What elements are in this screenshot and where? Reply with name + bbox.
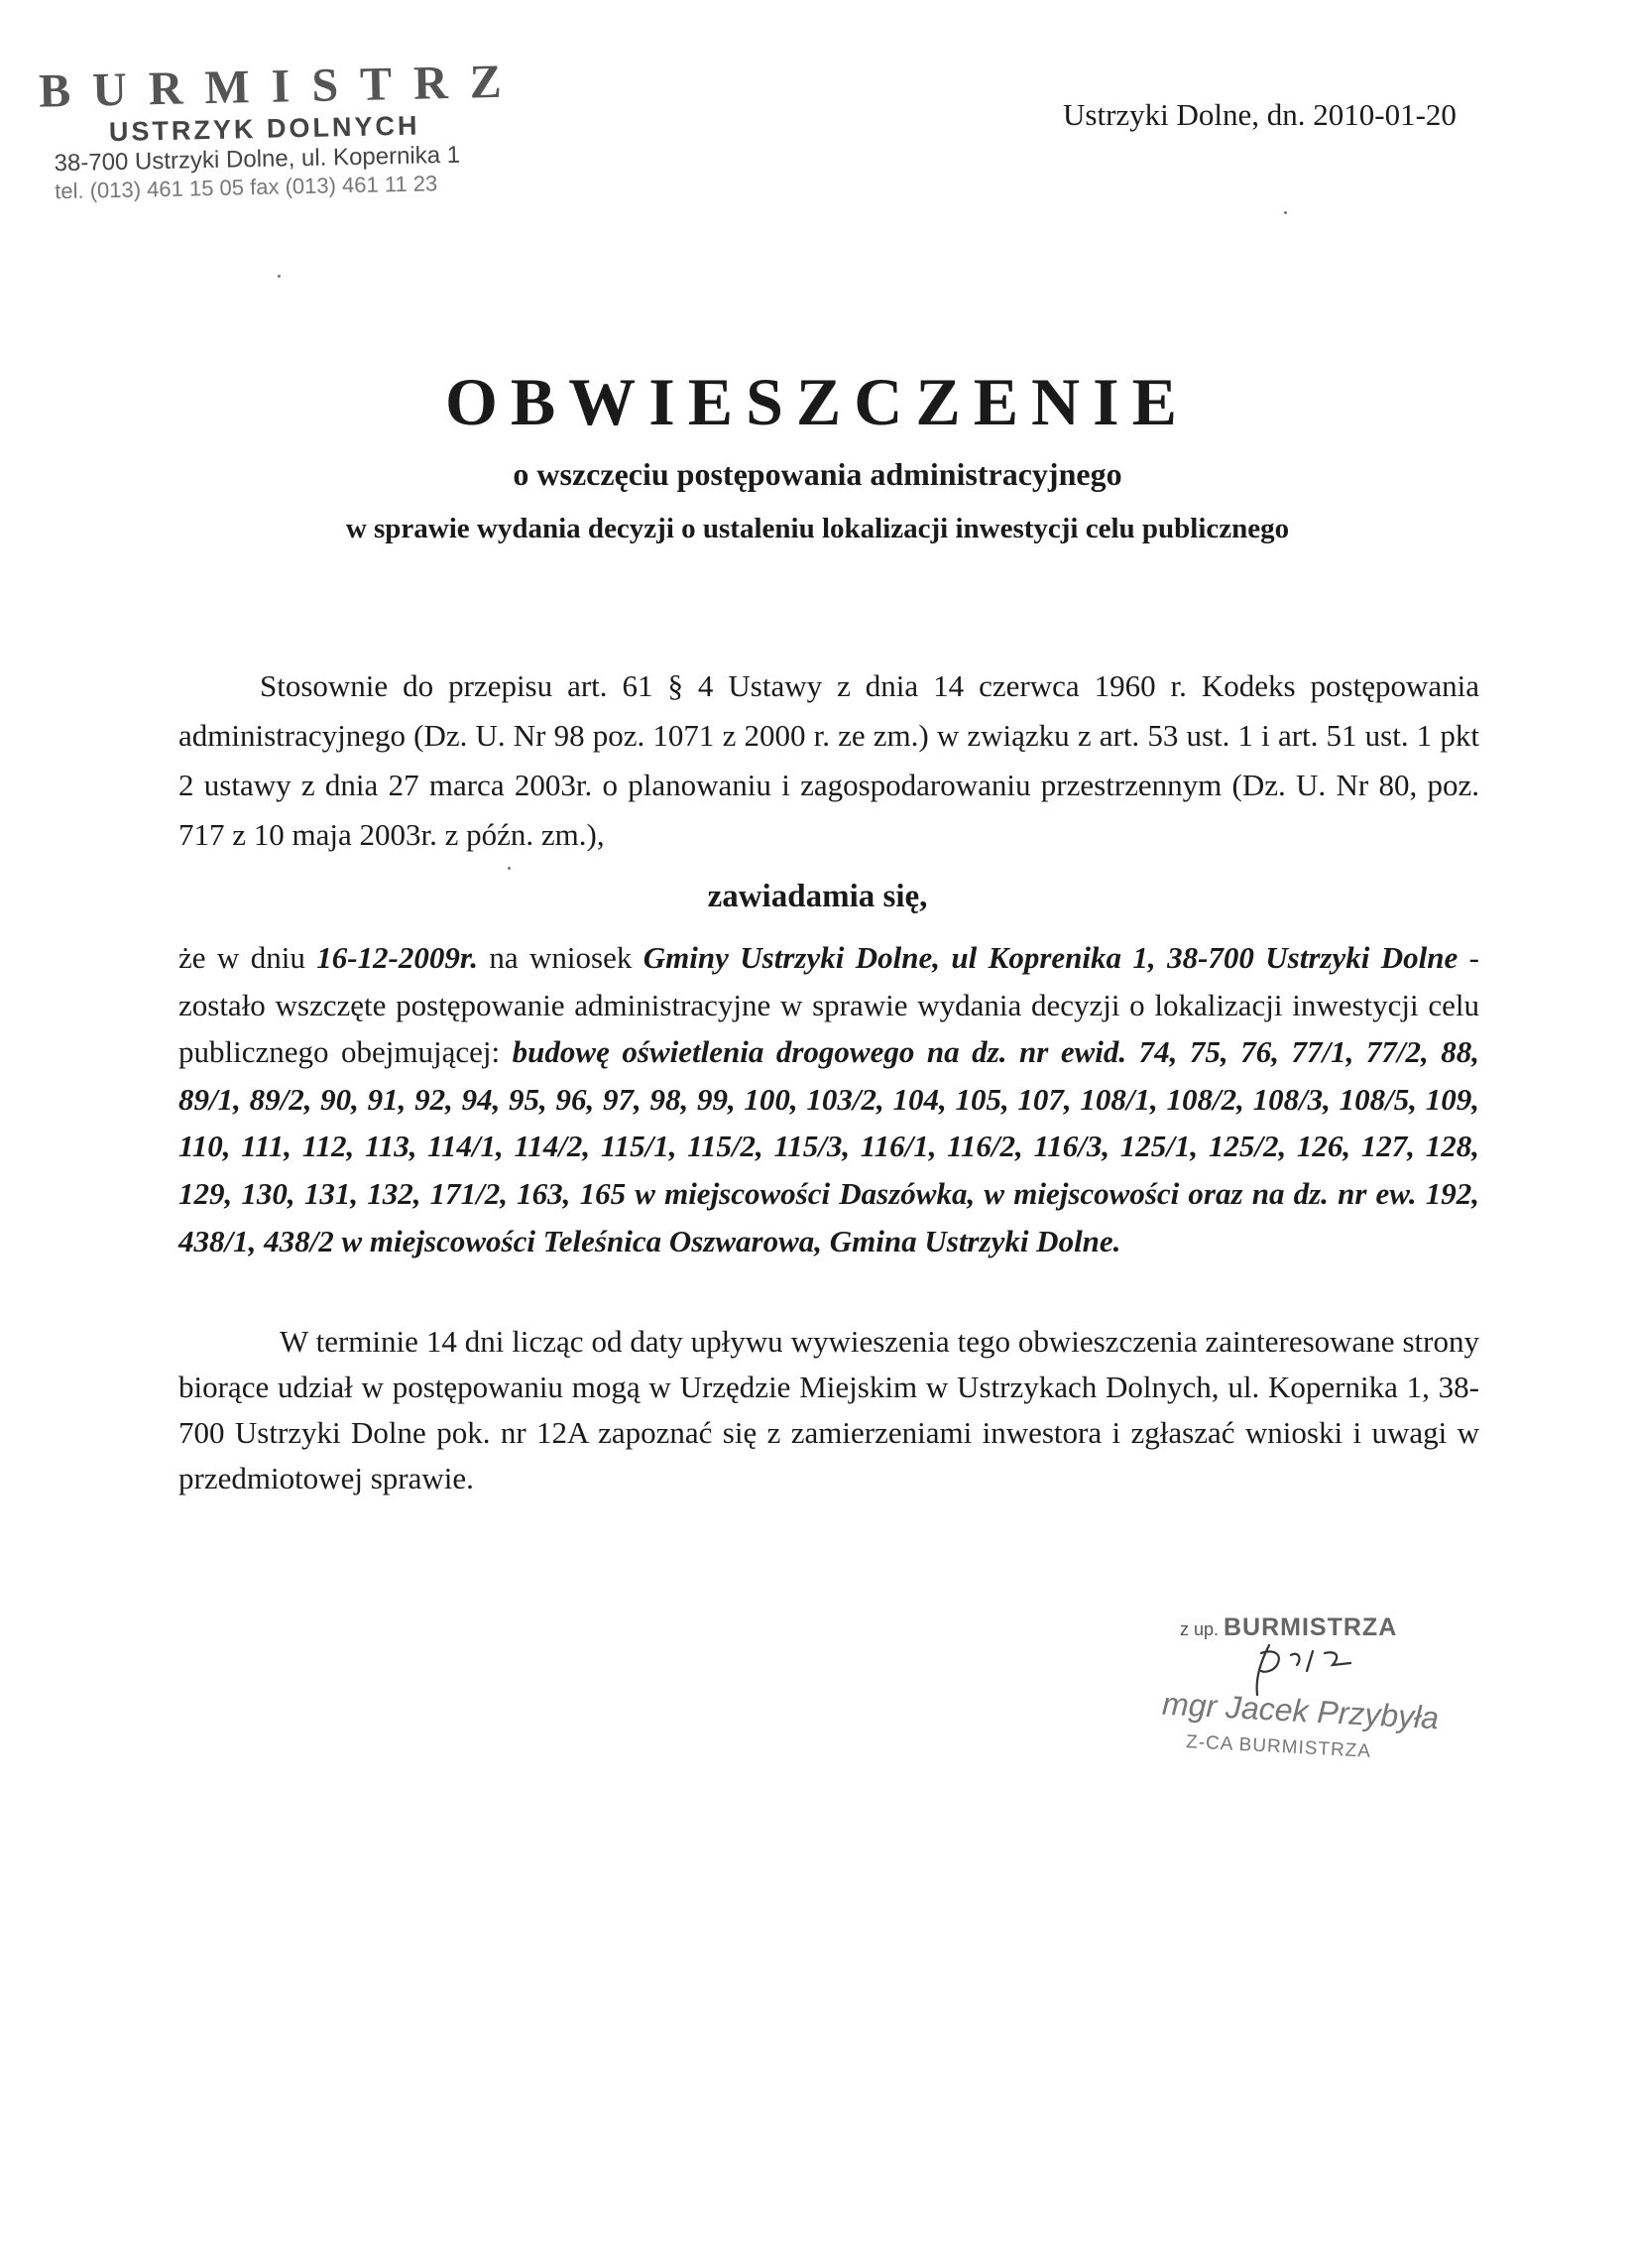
- para2-text-1: że w dniu: [178, 940, 317, 975]
- office-stamp: [38, 55, 525, 204]
- scan-speck: [1284, 211, 1287, 214]
- stamp-phone: tel. (013) 461 15 05 fax (013) 461 11 23: [54, 171, 438, 204]
- scan-speck: [278, 275, 281, 278]
- stamp-address: 38-700 Ustrzyki Dolne, ul. Kopernika 1: [54, 141, 461, 178]
- notification-heading: zawiadamia się,: [707, 879, 928, 914]
- deadline-paragraph: W terminie 14 dni licząc od daty upływu wywieszenia tego obwieszczenia zainteresowane strony biorące udział w postępowaniu mogą w Urzędzie Miejskim w Ustrzykach Dolnych, ul. Kopernika 1, 38-700 Ustrzyki Dolne pok. nr 12A zapoznać się z zamierzeniami inwestora i zgłaszać wnioski i uwagi w przedmiotowej sprawie.: [178, 1324, 1479, 1495]
- document-subtitle: o wszczęciu postępowania administracyjnego: [513, 456, 1122, 492]
- signature-stamp: [1162, 1611, 1479, 1770]
- para2-text-3: - zostało wszczęte postępowanie administracyjne w sprawie wydania decyzji o lokalizacji inwestycji celu publicznego obejmującej:: [178, 940, 1479, 1070]
- document-subject: w sprawie wydania decyzji o ustaleniu lokalizacji inwestycji celu publicznego: [345, 513, 1290, 544]
- scan-speck: [508, 867, 511, 870]
- applicant: Gminy Ustrzyki Dolne, ul Koprenika 1, 38-700 Ustrzyki Dolne: [642, 940, 1459, 975]
- investment-scope: budowę oświetlenia drogowego na dz. nr ewid. 74, 75, 76, 77/1, 77/2, 88, 89/1, 89/2, 90, 91, 92, 94, 95, 96, 97, 98, 99, 100, 103/2, 104, 105, 107, 108/1, 108/2, 108/3, 108/5, 109, 110, 111, 112, 113, 114/1, 114/2, 115/1, 115/2, 115/3, 116/1, 116/2, 116/3, 125/1, 125/2, 126, 127, 128, 129, 130, 131, 132, 171/2, 163, 165 w miejscowości Daszówka, w miejscowości oraz na dz. nr ew. 192, 438/1, 438/2 w miejscowości Teleśnica Oszwarowa, Gmina Ustrzyki Dolne.: [178, 1034, 1480, 1258]
- initiation-date: 16-12-2009r.: [316, 940, 478, 975]
- signatory-name: mgr Jacek Przybyła: [1161, 1685, 1440, 1736]
- stamp-title: BURMISTRZ: [38, 55, 525, 118]
- signatory-role: Z-CA BURMISTRZA: [1185, 1731, 1372, 1762]
- signature-office: BURMISTRZA: [1224, 1613, 1398, 1641]
- signature-on-behalf: z up.: [1180, 1619, 1220, 1639]
- document-date: Ustrzyki Dolne, dn. 2010-01-20: [1063, 97, 1457, 132]
- stamp-office: USTRZYK DOLNYCH: [108, 110, 420, 148]
- document-title: OBWIESZCZENIE: [445, 364, 1190, 439]
- legal-basis-paragraph: Stosownie do przepisu art. 61 § 4 Ustawy z dnia 14 czerwca 1960 r. Kodeks postępowania administracyjnego (Dz. U. Nr 98 poz. 1071 z 2000 r. ze zm.) w związku z art. 53 ust. 1 i art. 51 ust. 1 pkt 2 ustawy z dnia 27 marca 2003r. o planowaniu i zagospodarowaniu przestrzennym (Dz. U. Nr 80, poz. 717 z 10 maja 2003r. z późn. zm.),: [178, 668, 1479, 852]
- notification-paragraph: [178, 934, 1479, 1264]
- para2-text-2: na wniosek: [477, 940, 643, 975]
